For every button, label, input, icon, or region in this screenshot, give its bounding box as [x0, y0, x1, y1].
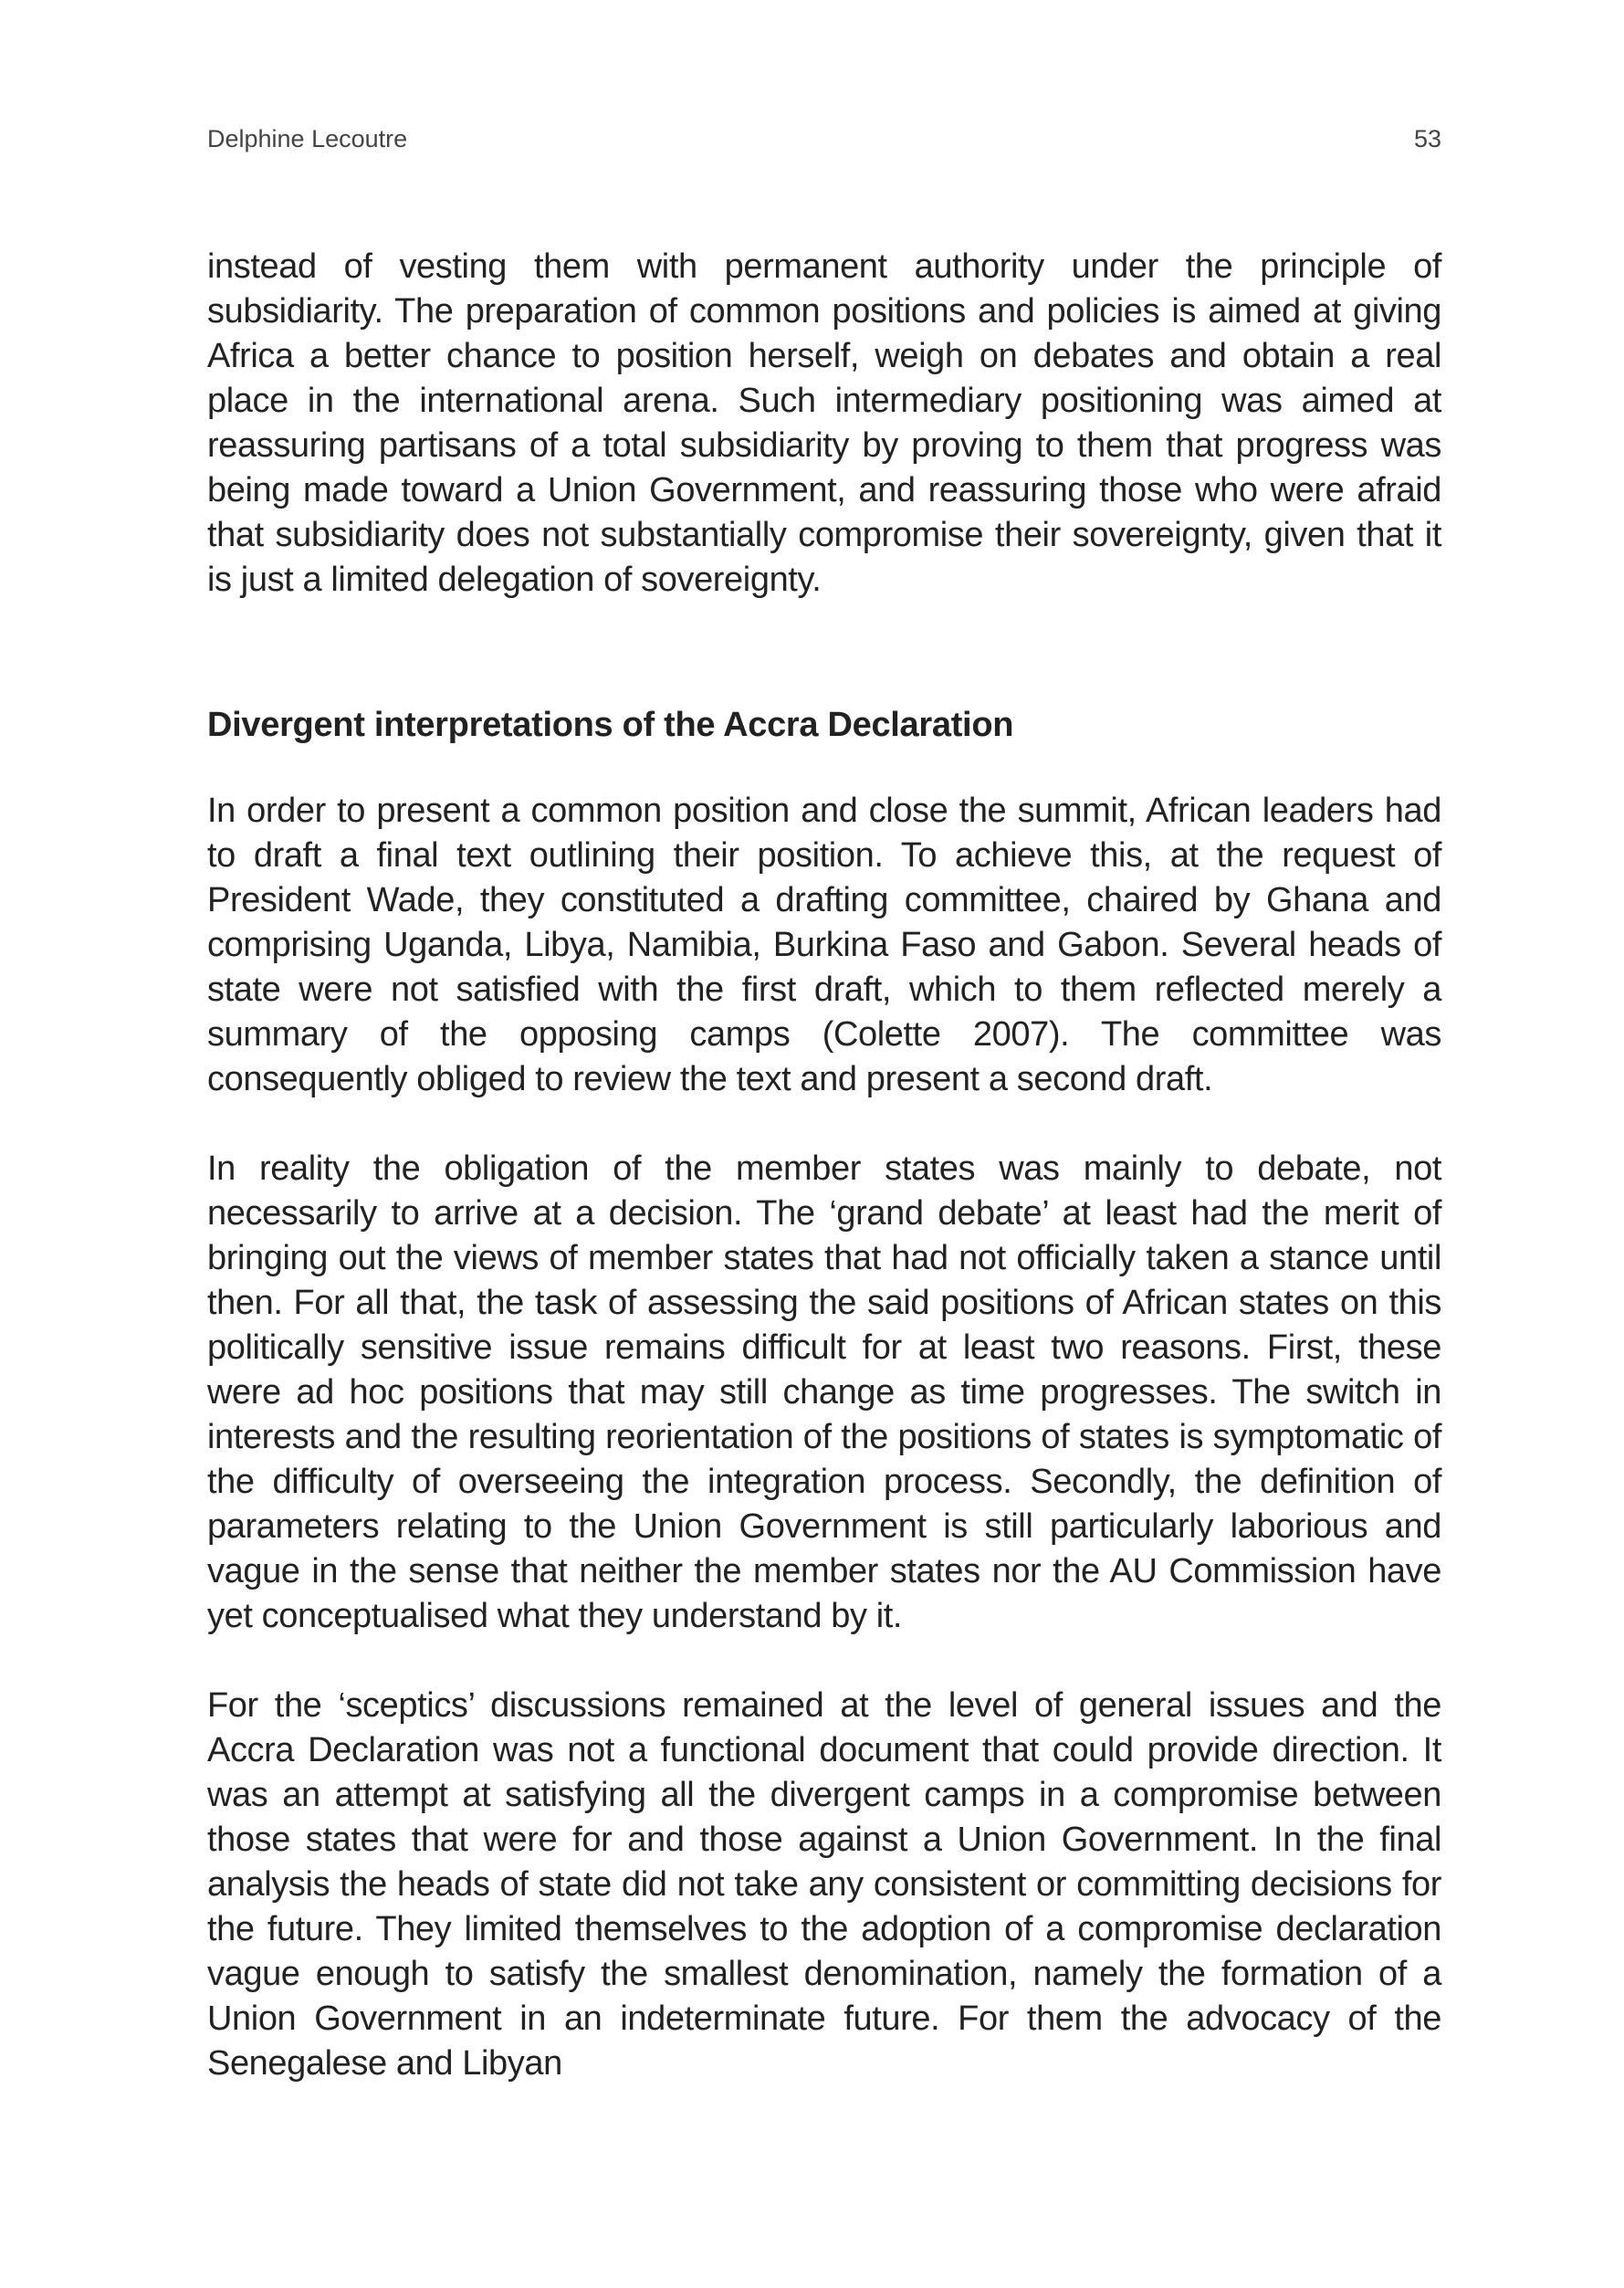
running-header: [207, 121, 1441, 157]
paragraph: In order to present a common position and close the summit, African leaders had to draft a final text outlining their position. To achieve this, at the request of President Wade, they constituted a drafting committee, chaired by Ghana and comprising Uganda, Libya, Namibia, Burkina Faso and Gabon. Several heads of state were not satisfied with the first draft, which to them reflected merely a summary of the opposing camps (Colette 2007). The committee was consequently obliged to review the text and present a second draft.: [207, 792, 1441, 1098]
paragraph: In reality the obligation of the member states was mainly to debate, not necessarily to arrive at a decision. The ‘grand debate’ at least had the merit of bringing out the views of member states that had not officially taken a stance until then. For all that, the task of assessing the said positions of African states on this politically sensitive issue remains difficult for at least two reasons. First, these were ad hoc positions that may still change as time progresses. The switch in interests and the resulting reorientation of the positions of states is symptomatic of the difficulty of overseeing the integration process. Secondly, the definition of parameters relating to the Union Government is still particularly laborious and vague in the sense that neither the member states nor the AU Commission have yet conceptualised what they understand by it.: [207, 1149, 1441, 1635]
page-body: [207, 245, 1441, 2086]
paragraph: For the ‘sceptics’ discussions remained at the level of general issues and the Accra Declaration was not a functional document that could provide direction. It was an attempt at satisfying all the divergent camps in a compromise between those states that were for and those against a Union Government. In the final analysis the heads of state did not take any consistent or committing decisions for the future. They limited themselves to the adoption of a compromise declaration vague enough to satisfy the smallest denomination, namely the formation of a Union Government in an indeterminate future. For them the advocacy of the Senegalese and Libyan: [207, 1686, 1441, 2083]
header-author: Delphine Lecoutre: [207, 125, 408, 152]
page-number: 53: [1413, 125, 1441, 152]
section-heading: Divergent interpretations of the Accra Declaration: [207, 706, 1014, 744]
paragraph: instead of vesting them with permanent authority under the principle of subsidiarity. The preparation of common positions and policies is aimed at giving Africa a better chance to position herself, weigh on debates and obtain a real place in the international arena. Such intermediary positioning was aimed at reassuring partisans of a total subsidiarity by proving to them that progress was being made toward a Union Government, and reassuring those who were afraid that subsidiarity does not substantially compromise their sovereignty, given that it is just a limited delegation of sovereignty.: [207, 247, 1441, 599]
